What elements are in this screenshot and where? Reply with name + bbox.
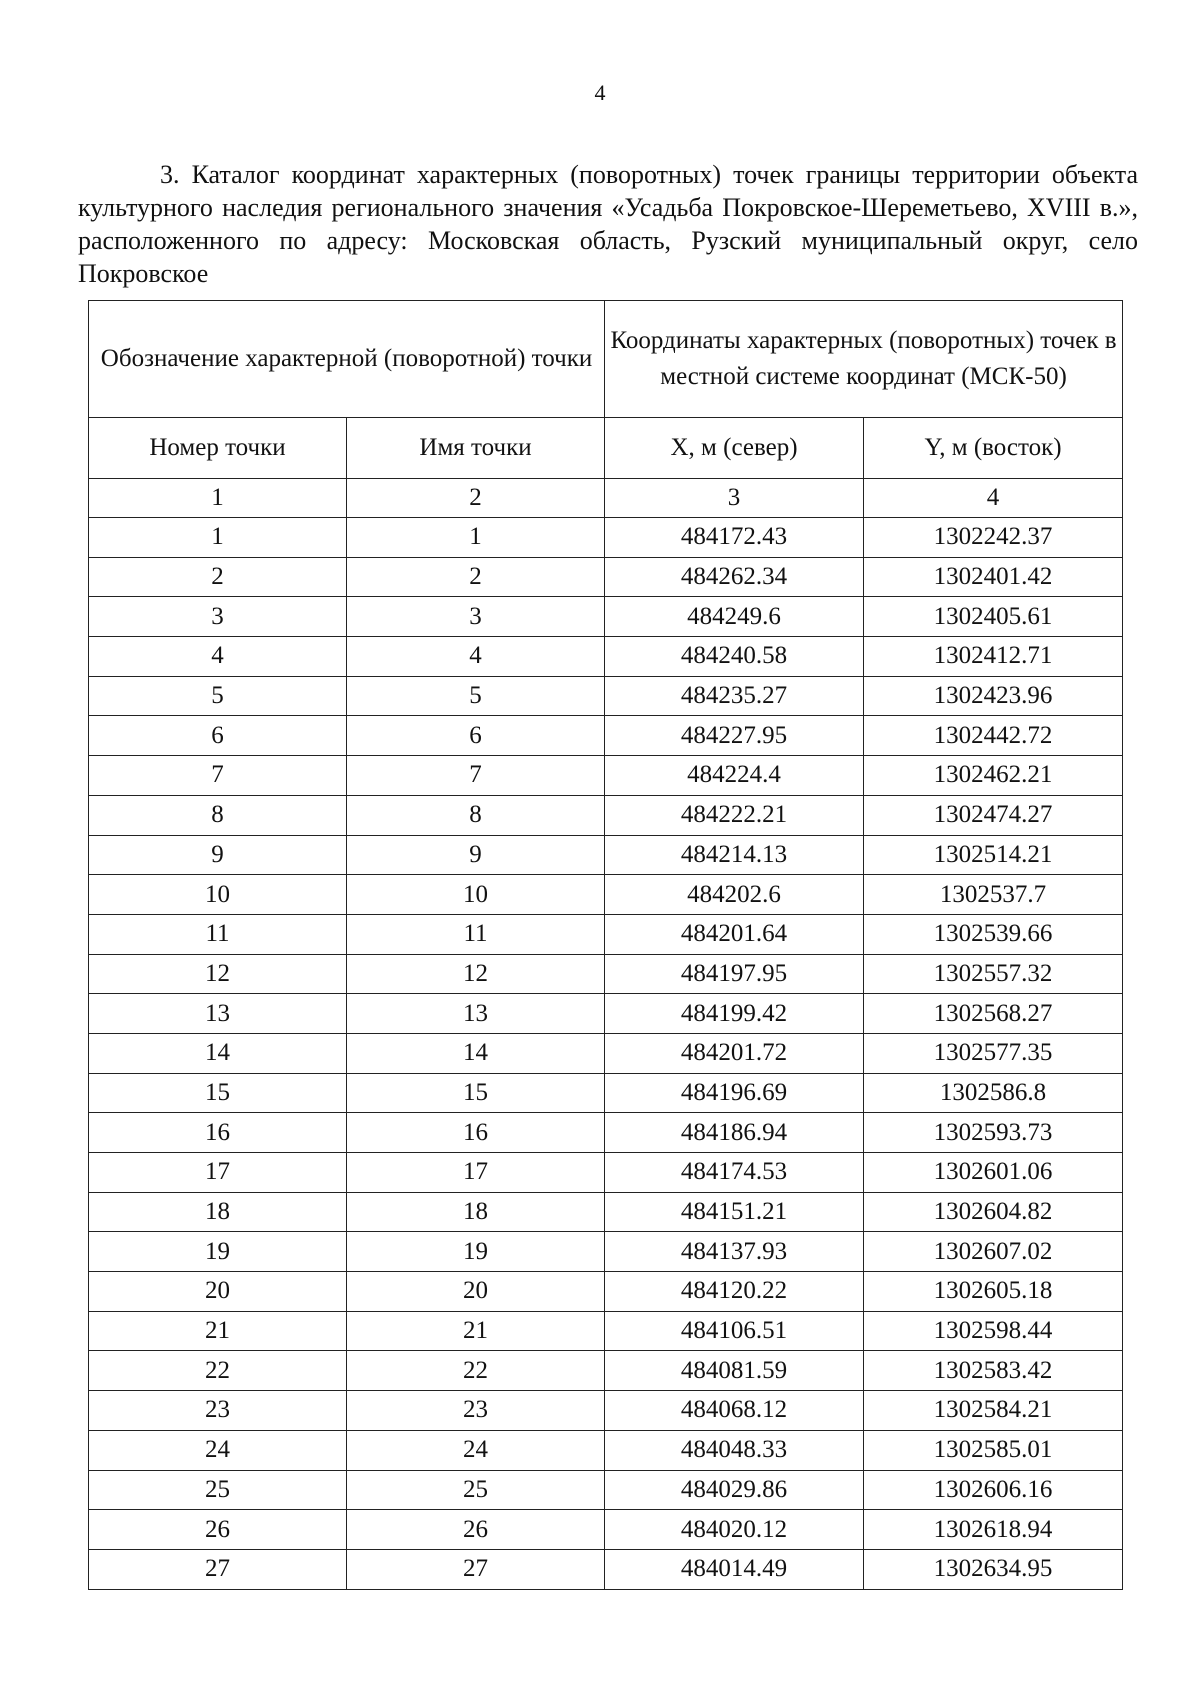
cell-x-coordinate: 484186.94 (605, 1113, 864, 1153)
cell-x-coordinate: 484201.64 (605, 914, 864, 954)
cell-x-coordinate: 484235.27 (605, 676, 864, 716)
table-row (89, 914, 1123, 954)
cell-point-name: 19 (347, 1232, 605, 1272)
coordinates-table (88, 300, 1123, 1590)
cell-y-coordinate: 1302606.16 (864, 1470, 1123, 1510)
cell-point-number: 20 (89, 1272, 347, 1312)
cell-point-name: 11 (347, 914, 605, 954)
cell-y-coordinate: 1302557.32 (864, 954, 1123, 994)
cell-y-coordinate: 1302607.02 (864, 1232, 1123, 1272)
cell-y-coordinate: 1302423.96 (864, 676, 1123, 716)
column-number-cell: 2 (347, 479, 605, 518)
cell-point-name: 23 (347, 1391, 605, 1431)
cell-point-number: 18 (89, 1192, 347, 1232)
cell-point-number: 6 (89, 716, 347, 756)
cell-x-coordinate: 484197.95 (605, 954, 864, 994)
cell-point-number: 12 (89, 954, 347, 994)
cell-y-coordinate: 1302242.37 (864, 518, 1123, 558)
table-row (89, 795, 1123, 835)
cell-point-number: 9 (89, 835, 347, 875)
cell-x-coordinate: 484172.43 (605, 518, 864, 558)
table-body (89, 518, 1123, 1590)
cell-x-coordinate: 484249.6 (605, 597, 864, 637)
cell-x-coordinate: 484106.51 (605, 1311, 864, 1351)
cell-point-number: 24 (89, 1430, 347, 1470)
cell-y-coordinate: 1302442.72 (864, 716, 1123, 756)
cell-point-name: 13 (347, 994, 605, 1034)
cell-x-coordinate: 484214.13 (605, 835, 864, 875)
cell-point-name: 2 (347, 557, 605, 597)
cell-x-coordinate: 484174.53 (605, 1153, 864, 1193)
cell-point-number: 11 (89, 914, 347, 954)
cell-y-coordinate: 1302584.21 (864, 1391, 1123, 1431)
cell-point-name: 14 (347, 1033, 605, 1073)
cell-x-coordinate: 484199.42 (605, 994, 864, 1034)
cell-point-number: 22 (89, 1351, 347, 1391)
table-row (89, 1311, 1123, 1351)
header-coordinates: Координаты характерных (поворотных) точек в местной системе координат (МСК-50) (605, 301, 1123, 418)
table-column-header-row (89, 418, 1123, 479)
cell-point-number: 3 (89, 597, 347, 637)
header-point-name: Имя точки (347, 418, 605, 479)
cell-point-name: 9 (347, 835, 605, 875)
table-column-number-row (89, 479, 1123, 518)
cell-point-name: 18 (347, 1192, 605, 1232)
cell-point-name: 3 (347, 597, 605, 637)
column-number-cell: 4 (864, 479, 1123, 518)
cell-x-coordinate: 484227.95 (605, 716, 864, 756)
cell-y-coordinate: 1302618.94 (864, 1510, 1123, 1550)
table-row (89, 756, 1123, 796)
cell-point-number: 21 (89, 1311, 347, 1351)
table-row (89, 1153, 1123, 1193)
table-row (89, 1033, 1123, 1073)
table-row (89, 1470, 1123, 1510)
cell-y-coordinate: 1302583.42 (864, 1351, 1123, 1391)
cell-point-number: 8 (89, 795, 347, 835)
cell-point-name: 26 (347, 1510, 605, 1550)
cell-point-name: 17 (347, 1153, 605, 1193)
cell-point-number: 7 (89, 756, 347, 796)
cell-point-number: 16 (89, 1113, 347, 1153)
cell-point-number: 15 (89, 1073, 347, 1113)
cell-point-name: 24 (347, 1430, 605, 1470)
table-group-header-row (89, 301, 1123, 418)
cell-point-number: 19 (89, 1232, 347, 1272)
cell-point-name: 1 (347, 518, 605, 558)
cell-y-coordinate: 1302585.01 (864, 1430, 1123, 1470)
cell-y-coordinate: 1302474.27 (864, 795, 1123, 835)
table-row (89, 875, 1123, 915)
page-number: 4 (594, 80, 606, 105)
cell-x-coordinate: 484201.72 (605, 1033, 864, 1073)
cell-point-name: 15 (347, 1073, 605, 1113)
table-row (89, 1192, 1123, 1232)
table-row (89, 557, 1123, 597)
table-row (89, 637, 1123, 677)
header-point-number: Номер точки (89, 418, 347, 479)
cell-point-name: 10 (347, 875, 605, 915)
table-row (89, 1113, 1123, 1153)
cell-x-coordinate: 484014.49 (605, 1549, 864, 1589)
cell-y-coordinate: 1302605.18 (864, 1272, 1123, 1312)
cell-y-coordinate: 1302462.21 (864, 756, 1123, 796)
cell-point-number: 10 (89, 875, 347, 915)
cell-x-coordinate: 484020.12 (605, 1510, 864, 1550)
cell-point-name: 5 (347, 676, 605, 716)
column-number-cell: 1 (89, 479, 347, 518)
cell-x-coordinate: 484151.21 (605, 1192, 864, 1232)
cell-point-number: 2 (89, 557, 347, 597)
cell-y-coordinate: 1302634.95 (864, 1549, 1123, 1589)
cell-x-coordinate: 484240.58 (605, 637, 864, 677)
cell-x-coordinate: 484224.4 (605, 756, 864, 796)
cell-y-coordinate: 1302405.61 (864, 597, 1123, 637)
header-point-designation: Обозначение характерной (поворотной) точки (89, 301, 605, 418)
cell-x-coordinate: 484202.6 (605, 875, 864, 915)
table-row (89, 954, 1123, 994)
column-number-cell: 3 (605, 479, 864, 518)
cell-point-number: 26 (89, 1510, 347, 1550)
cell-point-number: 4 (89, 637, 347, 677)
cell-y-coordinate: 1302537.7 (864, 875, 1123, 915)
cell-y-coordinate: 1302568.27 (864, 994, 1123, 1034)
table-row (89, 1351, 1123, 1391)
cell-y-coordinate: 1302604.82 (864, 1192, 1123, 1232)
cell-x-coordinate: 484120.22 (605, 1272, 864, 1312)
header-y-east: Y, м (восток) (864, 418, 1123, 479)
header-x-north: X, м (север) (605, 418, 864, 479)
cell-x-coordinate: 484222.21 (605, 795, 864, 835)
cell-point-number: 25 (89, 1470, 347, 1510)
table-row (89, 994, 1123, 1034)
cell-y-coordinate: 1302577.35 (864, 1033, 1123, 1073)
cell-point-name: 20 (347, 1272, 605, 1312)
table-row (89, 1510, 1123, 1550)
table-row (89, 1272, 1123, 1312)
cell-x-coordinate: 484068.12 (605, 1391, 864, 1431)
table-row (89, 676, 1123, 716)
table-row (89, 835, 1123, 875)
cell-point-name: 21 (347, 1311, 605, 1351)
cell-y-coordinate: 1302514.21 (864, 835, 1123, 875)
table-row (89, 1073, 1123, 1113)
cell-x-coordinate: 484081.59 (605, 1351, 864, 1391)
table-row (89, 1430, 1123, 1470)
cell-point-number: 14 (89, 1033, 347, 1073)
cell-point-name: 6 (347, 716, 605, 756)
cell-x-coordinate: 484029.86 (605, 1470, 864, 1510)
cell-y-coordinate: 1302412.71 (864, 637, 1123, 677)
cell-point-name: 27 (347, 1549, 605, 1589)
cell-point-name: 4 (347, 637, 605, 677)
cell-point-number: 1 (89, 518, 347, 558)
table-row (89, 1549, 1123, 1589)
cell-point-name: 8 (347, 795, 605, 835)
cell-point-name: 7 (347, 756, 605, 796)
cell-y-coordinate: 1302598.44 (864, 1311, 1123, 1351)
cell-point-number: 17 (89, 1153, 347, 1193)
cell-y-coordinate: 1302586.8 (864, 1073, 1123, 1113)
table-row (89, 1232, 1123, 1272)
cell-x-coordinate: 484262.34 (605, 557, 864, 597)
cell-y-coordinate: 1302401.42 (864, 557, 1123, 597)
table-row (89, 716, 1123, 756)
cell-y-coordinate: 1302539.66 (864, 914, 1123, 954)
cell-point-number: 27 (89, 1549, 347, 1589)
cell-y-coordinate: 1302601.06 (864, 1153, 1123, 1193)
cell-x-coordinate: 484137.93 (605, 1232, 864, 1272)
table-row (89, 518, 1123, 558)
cell-point-name: 16 (347, 1113, 605, 1153)
table-row (89, 1391, 1123, 1431)
cell-point-name: 22 (347, 1351, 605, 1391)
table-row (89, 597, 1123, 637)
section-intro-paragraph: 3. Каталог координат характерных (поворотных) точек границы территории объекта культурного наследия регионального значения «Усадьба Покровское-Шереметьево, XVIII в.», расположенного по адресу: Московская область, Рузский муниципальный округ, село Покровское (78, 160, 1138, 288)
cell-point-number: 23 (89, 1391, 347, 1431)
cell-point-name: 12 (347, 954, 605, 994)
cell-y-coordinate: 1302593.73 (864, 1113, 1123, 1153)
cell-x-coordinate: 484048.33 (605, 1430, 864, 1470)
cell-point-number: 5 (89, 676, 347, 716)
cell-point-number: 13 (89, 994, 347, 1034)
cell-point-name: 25 (347, 1470, 605, 1510)
cell-x-coordinate: 484196.69 (605, 1073, 864, 1113)
